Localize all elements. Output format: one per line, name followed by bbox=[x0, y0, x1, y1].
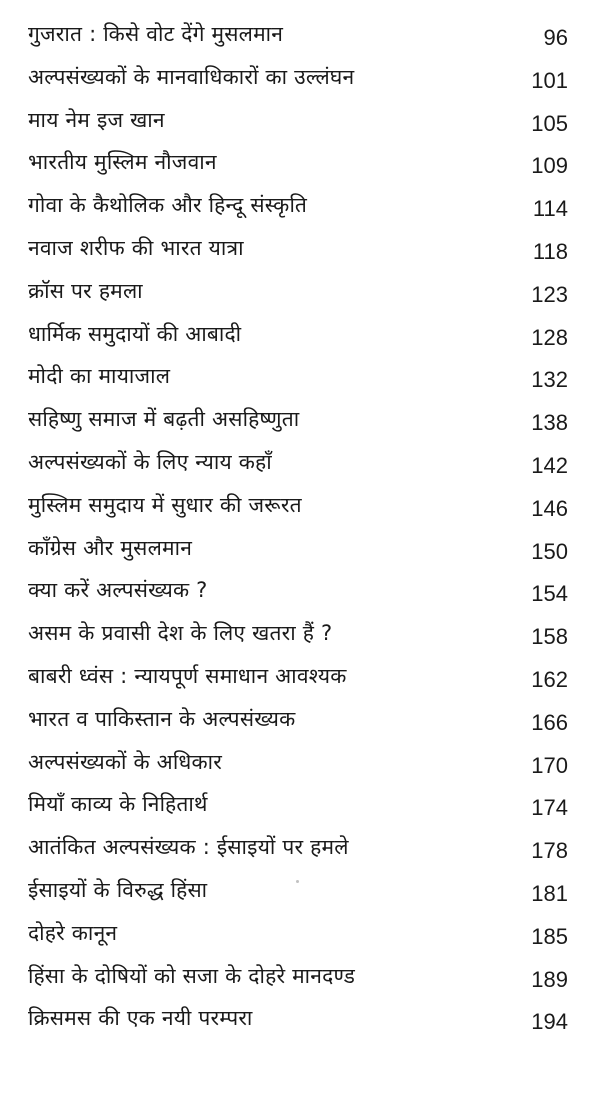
toc-entry-page: 178 bbox=[531, 838, 568, 864]
toc-entry-page: 109 bbox=[531, 153, 568, 179]
toc-entry-title: दोहरे कानून bbox=[28, 920, 118, 945]
toc-entry-page: 142 bbox=[531, 452, 568, 478]
toc-entry-page: 146 bbox=[531, 495, 568, 521]
toc-entry-title: भारतीय मुस्लिम नौजवान bbox=[28, 150, 217, 175]
toc-entry-page: 158 bbox=[531, 624, 568, 650]
toc-entry bbox=[0, 532, 600, 575]
toc-entry bbox=[0, 104, 600, 147]
toc-entry bbox=[0, 1002, 600, 1045]
toc-entry bbox=[0, 146, 600, 189]
toc-entry-page: 154 bbox=[531, 581, 568, 607]
toc-entry-title: माय नेम इज खान bbox=[28, 107, 165, 132]
toc-entry-title: मुस्लिम समुदाय में सुधार की जरूरत bbox=[28, 492, 302, 517]
toc-entry-page: 123 bbox=[531, 281, 568, 307]
toc-entry-page: 132 bbox=[531, 367, 568, 393]
toc-entry-page: 128 bbox=[531, 324, 568, 350]
toc-entry bbox=[0, 360, 600, 403]
toc-entry bbox=[0, 703, 600, 746]
toc-entry-title: आतंकित अल्पसंख्यक : ईसाइयों पर हमले bbox=[28, 835, 349, 860]
toc-entry bbox=[0, 617, 600, 660]
toc-entry-page: 118 bbox=[532, 238, 568, 264]
toc-entry bbox=[0, 489, 600, 532]
paper-speck bbox=[296, 880, 299, 883]
toc-entry-page: 96 bbox=[543, 25, 568, 50]
toc-entry-title: अल्पसंख्यकों के अधिकार bbox=[28, 749, 223, 774]
toc-entry bbox=[0, 275, 600, 318]
toc-entry-title: ईसाइयों के विरुद्ध हिंसा bbox=[28, 877, 208, 902]
toc-entry-page: 162 bbox=[531, 666, 568, 692]
toc-entry bbox=[0, 960, 600, 1003]
toc-entry-page: 138 bbox=[531, 410, 568, 436]
toc-entry-title: क्रॉस पर हमला bbox=[28, 278, 143, 303]
toc-entry bbox=[0, 446, 600, 489]
toc-entry bbox=[0, 746, 600, 789]
toc-entry-title: हिंसा के दोषियों को सजा के दोहरे मानदण्ड bbox=[28, 963, 356, 988]
toc-entry-title: अल्पसंख्यकों के मानवाधिकारों का उल्लंघन bbox=[28, 64, 355, 89]
toc-entry-page: 181 bbox=[531, 880, 568, 906]
toc-entry bbox=[0, 189, 600, 232]
toc-entry bbox=[0, 874, 600, 917]
toc-entry-title: गोवा के कैथोलिक और हिन्दू संस्कृति bbox=[28, 193, 308, 218]
toc-entry-page: 189 bbox=[531, 966, 568, 992]
toc-entry-title: नवाज शरीफ की भारत यात्रा bbox=[28, 235, 244, 260]
toc-entry bbox=[0, 917, 600, 960]
toc-entry-title: क्या करें अल्पसंख्यक ? bbox=[28, 578, 208, 603]
toc-entry bbox=[0, 61, 600, 104]
toc-entry bbox=[0, 660, 600, 703]
toc-entry bbox=[0, 574, 600, 617]
toc-entry-title: अल्पसंख्यकों के लिए न्याय कहाँ bbox=[28, 449, 272, 474]
toc-entry-title: मोदी का मायाजाल bbox=[28, 364, 171, 389]
toc-entry-title: धार्मिक समुदायों की आबादी bbox=[28, 321, 242, 346]
toc-entry-title: सहिष्णु समाज में बढ़ती असहिष्णुता bbox=[28, 407, 300, 432]
toc-entry-page: 174 bbox=[531, 795, 568, 821]
toc-entry bbox=[0, 403, 600, 446]
toc-entry-page: 194 bbox=[531, 1009, 568, 1035]
toc-entry-title: मियाँ काव्य के निहितार्थ bbox=[28, 792, 208, 817]
toc-entry bbox=[0, 18, 600, 61]
toc-entry-page: 101 bbox=[531, 67, 568, 93]
toc-entry bbox=[0, 232, 600, 275]
toc-entry-title: काँग्रेस और मुसलमान bbox=[28, 535, 193, 560]
toc-entry-page: 166 bbox=[531, 709, 568, 735]
toc-entry-page: 114 bbox=[532, 196, 568, 222]
toc-entry bbox=[0, 788, 600, 831]
toc-entry-title: गुजरात : किसे वोट देंगे मुसलमान bbox=[28, 22, 284, 46]
toc-entry-page: 150 bbox=[531, 538, 568, 564]
toc-entry-title: क्रिसमस की एक नयी परम्परा bbox=[28, 1006, 253, 1031]
toc-entry-page: 105 bbox=[531, 110, 568, 136]
toc-entry bbox=[0, 318, 600, 361]
toc-list bbox=[0, 18, 600, 1045]
toc-entry bbox=[0, 831, 600, 874]
toc-entry-title: असम के प्रवासी देश के लिए खतरा हैं ? bbox=[28, 621, 333, 646]
toc-entry-title: भारत व पाकिस्तान के अल्पसंख्यक bbox=[28, 706, 296, 731]
toc-entry-page: 185 bbox=[531, 923, 568, 949]
toc-entry-page: 170 bbox=[531, 752, 568, 778]
toc-entry-title: बाबरी ध्वंस : न्यायपूर्ण समाधान आवश्यक bbox=[28, 663, 347, 688]
